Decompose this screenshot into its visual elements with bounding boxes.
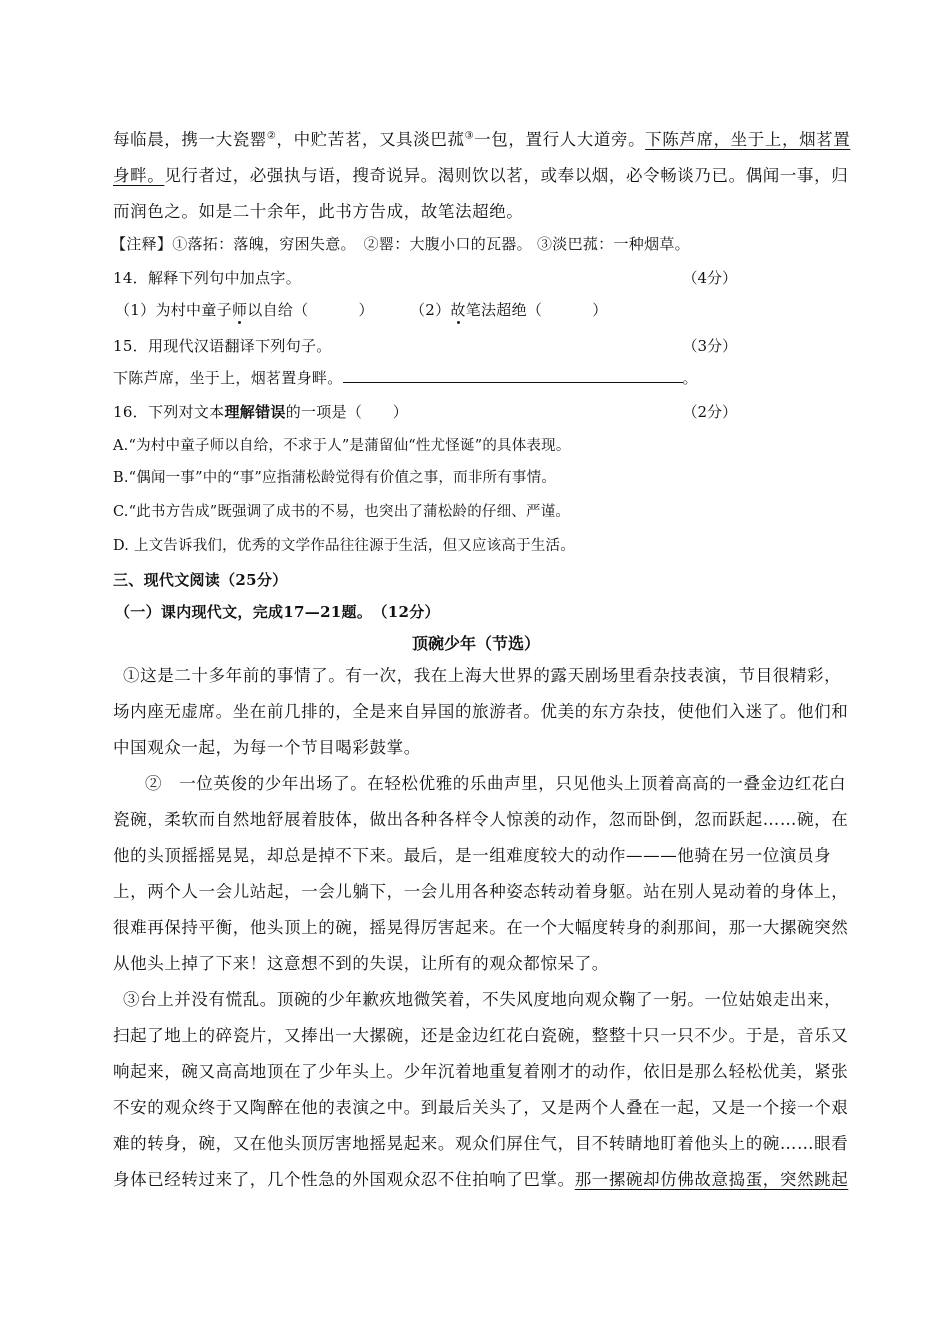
text: （1）为村中童子 <box>115 301 232 319</box>
question-14-score: （4分） <box>682 269 737 287</box>
footnote-mark: ② <box>266 130 277 142</box>
question-14-items <box>115 300 608 320</box>
option-a[interactable]: A.“为村中童子师以自给，不求于人”是蒲留仙“性尤怪诞”的具体表现。 <box>113 438 571 454</box>
text: 。 <box>682 369 698 387</box>
passage-title: 顶碗少年（节选） <box>411 634 540 653</box>
question-16 <box>113 402 408 422</box>
classical-line-1 <box>113 130 850 150</box>
underlined-sentence: 下陈芦席，坐于上，烟茗置 <box>645 130 851 149</box>
option-d[interactable]: D. 上文告诉我们，优秀的文学作品往往源于生活，但又应该高于生活。 <box>113 538 575 554</box>
text: 见行者过，必强执与语，搜奇说异。渴则饮以茗，或奉以烟，必令畅谈乃已。偶闻一事，归 <box>164 166 849 185</box>
passage-line: 从他头上掉了下来！这意想不到的失误，让所有的观众都惊呆了。 <box>113 954 609 973</box>
passage-line: 很难再保持平衡，他头顶上的碗，摇晃得厉害起来。在一个大幅度转身的刹那间，那一大摞碗突然 <box>113 918 849 937</box>
text: ） <box>358 301 374 319</box>
passage-line <box>113 1170 848 1190</box>
text: 一包，置行人大道旁。 <box>474 130 646 149</box>
text: ，中贮苦茗，又具淡巴菰 <box>276 130 465 149</box>
text: 以自给（ <box>247 301 309 319</box>
text: 16．下列对文本 <box>113 403 225 421</box>
footnote-mark: ③ <box>464 130 475 142</box>
dotted-character: 故 <box>450 301 466 319</box>
passage-line: 难的转身，碗，又在他头顶厉害地摇晃起来。观众们屏住气，目不转睛地盯着他头上的碗……眼看 <box>113 1134 849 1153</box>
classical-line-3 <box>113 202 523 222</box>
annotation-notes: 【注释】①落拓：落魄，穷困失意。 ②罂：大腹小口的瓦器。 ③淡巴菰：一种烟草。 <box>111 235 690 253</box>
passage-line: 中国观众一起，为每一个节目喝彩鼓掌。 <box>113 738 421 757</box>
option-b[interactable]: B.“偶闻一事”中的“事”应指蒲松龄觉得有价值之事，而非所有事情。 <box>113 470 557 486</box>
underlined-sentence: 那一摞碗却仿佛故意捣蛋，突然跳起 <box>574 1170 849 1189</box>
passage-line: ①这是二十多年前的事情了。有一次，我在上海大世界的露天剧场里看杂技表演，节目很精彩， <box>123 666 842 685</box>
answer-line[interactable] <box>343 368 683 383</box>
question-15: 15．用现代汉语翻译下列句子。 <box>113 337 332 355</box>
text: 每临晨，携一大瓷罂 <box>113 130 267 149</box>
text: 下陈芦席，坐于上，烟茗置身畔。 <box>113 369 343 387</box>
text: 笔法超绝（ <box>465 301 543 319</box>
passage-line: 响起来，碗又高高地顶在了少年头上。少年沉着地重复着刚才的动作，依旧是那么轻松优美，紧张 <box>113 1062 849 1081</box>
question-15-score: （3分） <box>682 337 737 355</box>
emphasis-text: 理解错误 <box>224 403 286 421</box>
question-14: 14．解释下列句中加点字。 <box>113 269 301 287</box>
passage-line: ② 一位英俊的少年出场了。在轻松优雅的乐曲声里，只见他头上顶着高高的一叠金边红花白 <box>145 774 847 793</box>
passage-line: 上，两个人一会儿站起，一会儿躺下，一会儿用各种姿态转动着身躯。站在别人晃动着的身体上， <box>113 882 849 901</box>
subsection-heading: （一）课内现代文，完成17—21题。 （12分） <box>115 603 440 621</box>
dotted-character: 师 <box>231 301 248 319</box>
text: ） <box>592 301 608 319</box>
text: 而润色之。如是二十余年，此书方告成，故笔法超绝。 <box>113 202 524 221</box>
passage-line: 他的头顶摇摇晃晃，却总是掉不下来。最后，是一组难度较大的动作———他骑在另一位演员身 <box>113 846 832 865</box>
text: 的一项是（ ） <box>285 403 409 421</box>
question-16-score: （2分） <box>682 403 737 421</box>
section-heading: 三、现代文阅读（25分） <box>113 571 288 589</box>
underlined-sentence: 身畔。 <box>113 166 165 185</box>
text: （2） <box>409 301 451 319</box>
text: 身体已经转过来了，几个性急的外国观众忍不住拍响了巴掌。 <box>113 1170 575 1189</box>
option-c[interactable]: C.“此书方告成”既强调了成书的不易，也突出了蒲松龄的仔细、严谨。 <box>113 504 571 520</box>
classical-line-2 <box>113 166 848 186</box>
question-15-sentence <box>113 368 698 388</box>
passage-line: 不安的观众终于又陶醉在他的表演之中。到最后关头了，又是两个人叠在一起，又是一个接一个艰 <box>113 1098 849 1117</box>
passage-line: ③台上并没有慌乱。顶碗的少年歉疚地微笑着，不失风度地向观众鞠了一躬。一位姑娘走出来， <box>123 990 842 1009</box>
passage-line: 瓷碗，柔软而自然地舒展着肢体，做出各种各样令人惊羡的动作，忽而卧倒，忽而跃起……碗，在 <box>113 810 849 829</box>
passage-line: 场内座无虚席。坐在前几排的，全是来自异国的旅游者。优美的东方杂技，使他们入迷了。他们和 <box>113 702 849 721</box>
passage-line: 扫起了地上的碎瓷片，又捧出一大摞碗，还是金边红花白瓷碗，整整十只一只不少。于是，音乐又 <box>113 1026 849 1045</box>
